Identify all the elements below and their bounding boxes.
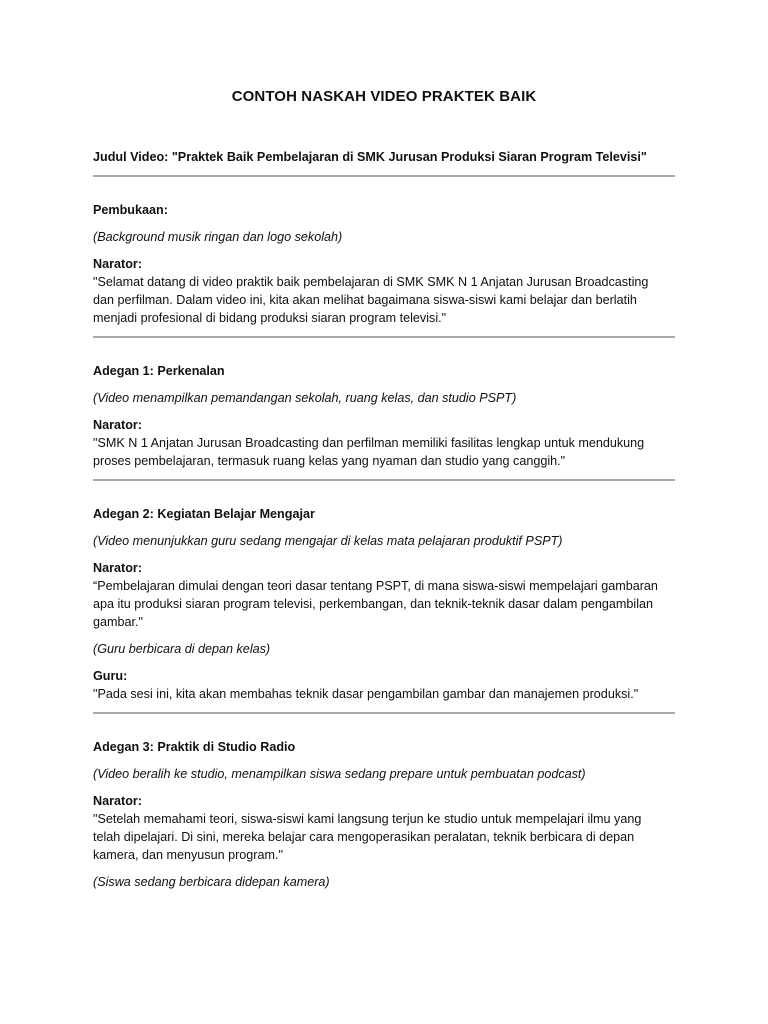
section-divider	[93, 175, 675, 177]
section-heading-scene-3: Adegan 3: Praktik di Studio Radio	[93, 740, 296, 754]
speaker-label: Narator:	[93, 257, 142, 271]
document-content	[93, 148, 675, 891]
speech-line: menjadi profesional di bidang produksi siaran program televisi."	[93, 311, 447, 325]
speech-line: proses pembelajaran, termasuk ruang kelas yang nyaman dan studio yang canggih."	[93, 454, 566, 468]
speaker-label: Guru:	[93, 669, 128, 683]
speaker-label: Narator:	[93, 794, 142, 808]
section-heading-scene-1: Adegan 1: Perkenalan	[93, 364, 225, 378]
stage-direction: (Video beralih ke studio, menampilkan siswa sedang prepare untuk pembuatan podcast)	[93, 767, 586, 781]
speech-line: apa itu produksi siaran program televisi, perkembangan, dan teknik-teknik dasar dalam pengambilan	[93, 597, 654, 611]
section-divider	[93, 336, 675, 338]
document-title: CONTOH NASKAH VIDEO PRAKTEK BAIK	[231, 88, 537, 105]
speech-line: kamera, dan menyusun program."	[93, 848, 283, 862]
section-divider	[93, 712, 675, 714]
speech-line: dan perfilman. Dalam video ini, kita akan melihat bagaimana siswa-siswi kami belajar dan berlatih	[93, 293, 637, 307]
section-heading-opening: Pembukaan:	[93, 203, 168, 217]
speech-line: telah dipelajari. Di sini, mereka belajar cara mengoperasikan peralatan, teknik berbicara di depan	[93, 830, 635, 844]
stage-direction: (Background musik ringan dan logo sekolah)	[93, 230, 343, 244]
stage-direction: (Siswa sedang berbicara didepan kamera)	[93, 875, 330, 889]
speech-line: gambar."	[93, 615, 143, 629]
video-title: Judul Video: "Praktek Baik Pembelajaran di SMK Jurusan Produksi Siaran Program Televisi"	[93, 150, 647, 164]
speech-line: "Pada sesi ini, kita akan membahas teknik dasar pengambilan gambar dan manajemen produksi."	[93, 687, 639, 701]
speech-line: "Setelah memahami teori, siswa-siswi kami langsung terjun ke studio untuk mempelajari ilmu yang	[93, 812, 642, 826]
section-heading-scene-2: Adegan 2: Kegiatan Belajar Mengajar	[93, 507, 315, 521]
stage-direction: (Guru berbicara di depan kelas)	[93, 642, 271, 656]
speech-line: "SMK N 1 Anjatan Jurusan Broadcasting dan perfilman memiliki fasilitas lengkap untuk mendukung	[93, 436, 645, 450]
stage-direction: (Video menunjukkan guru sedang mengajar di kelas mata pelajaran produktif PSPT)	[93, 534, 563, 548]
speech-line: “Pembelajaran dimulai dengan teori dasar tentang PSPT, di mana siswa-siswi mempelajari gambaran	[93, 579, 658, 593]
section-divider	[93, 479, 675, 481]
stage-direction: (Video menampilkan pemandangan sekolah, ruang kelas, dan studio PSPT)	[93, 391, 517, 405]
speaker-label: Narator:	[93, 561, 142, 575]
speaker-label: Narator:	[93, 418, 142, 432]
speech-line: "Selamat datang di video praktik baik pembelajaran di SMK SMK N 1 Anjatan Jurusan Broadcasting	[93, 275, 649, 289]
